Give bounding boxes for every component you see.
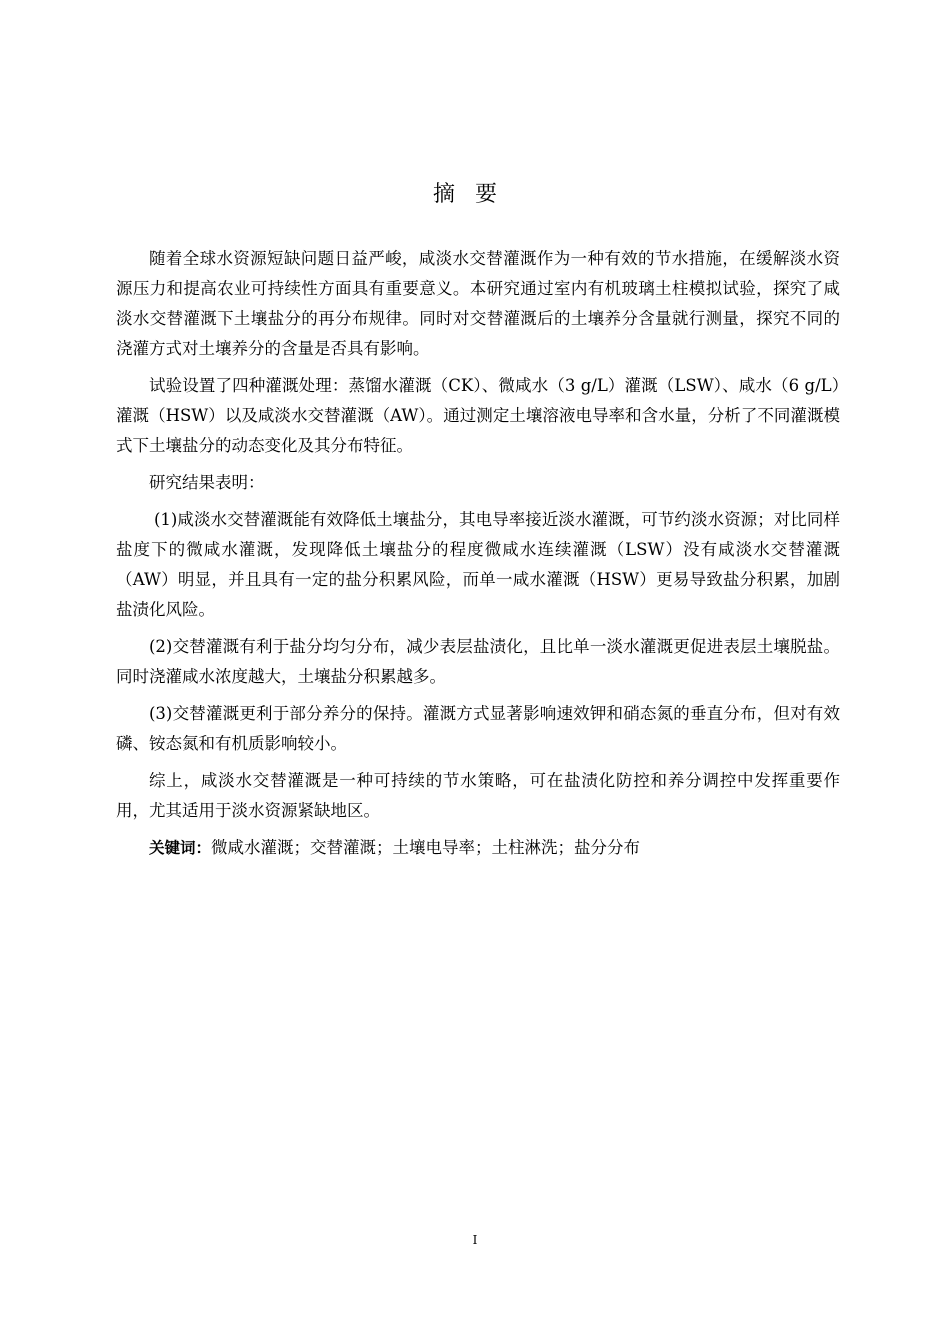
keywords-label: 关键词： bbox=[149, 839, 212, 857]
abstract-paragraph-result-2: (2)交替灌溉有利于盐分均匀分布，减少表层盐渍化，且比单一淡水灌溉更促进表层土壤脱盐。同时浇灌咸水浓度越大，土壤盐分积累越多。 bbox=[116, 637, 840, 686]
abstract-paragraph-methods: 试验设置了四种灌溉处理：蒸馏水灌溉（CK）、微咸水（3 g/L）灌溉（LSW）、咸水（6 g/L）灌溉（HSW）以及咸淡水交替灌溉（AW）。通过测定土壤溶液电导率和含水量，分析了不同灌溉模式下土壤盐分的动态变化及其分布特征。 bbox=[116, 376, 840, 455]
page-number: I bbox=[472, 1233, 478, 1247]
abstract-body bbox=[116, 244, 840, 870]
abstract-paragraph-result-3: (3)交替灌溉更利于部分养分的保持。灌溉方式显著影响速效钾和硝态氮的垂直分布，但对有效磷、铵态氮和有机质影响较小。 bbox=[116, 704, 840, 753]
abstract-paragraph-result-1: (1)咸淡水交替灌溉能有效降低土壤盐分，其电导率接近淡水灌溉，可节约淡水资源；对比同样盐度下的微咸水灌溉，发现降低土壤盐分的程度微咸水连续灌溉（LSW）没有咸淡水交替灌溉（AW）明显，并且具有一定的盐分积累风险，而单一咸水灌溉（HSW）更易导致盐分积累，加剧盐渍化风险。 bbox=[116, 510, 840, 619]
keywords-line bbox=[116, 833, 840, 863]
abstract-title: 摘要 bbox=[432, 182, 517, 207]
abstract-paragraph-results-heading: 研究结果表明： bbox=[149, 473, 265, 492]
abstract-paragraph-intro: 随着全球水资源短缺问题日益严峻，咸淡水交替灌溉作为一种有效的节水措施，在缓解淡水资源压力和提高农业可持续性方面具有重要意义。本研究通过室内有机玻璃土柱模拟试验，探究了咸淡水交替灌溉下土壤盐分的再分布规律。同时对交替灌溉后的土壤养分含量就行测量，探究不同的浇灌方式对土壤养分的含量是否具有影响。 bbox=[116, 249, 840, 358]
keywords-list: 微咸水灌溉；交替灌溉；土壤电导率；土柱淋洗；盐分分布 bbox=[211, 838, 641, 857]
abstract-paragraph-conclusion: 综上，咸淡水交替灌溉是一种可持续的节水策略，可在盐渍化防控和养分调控中发挥重要作用，尤其适用于淡水资源紧缺地区。 bbox=[116, 771, 840, 820]
